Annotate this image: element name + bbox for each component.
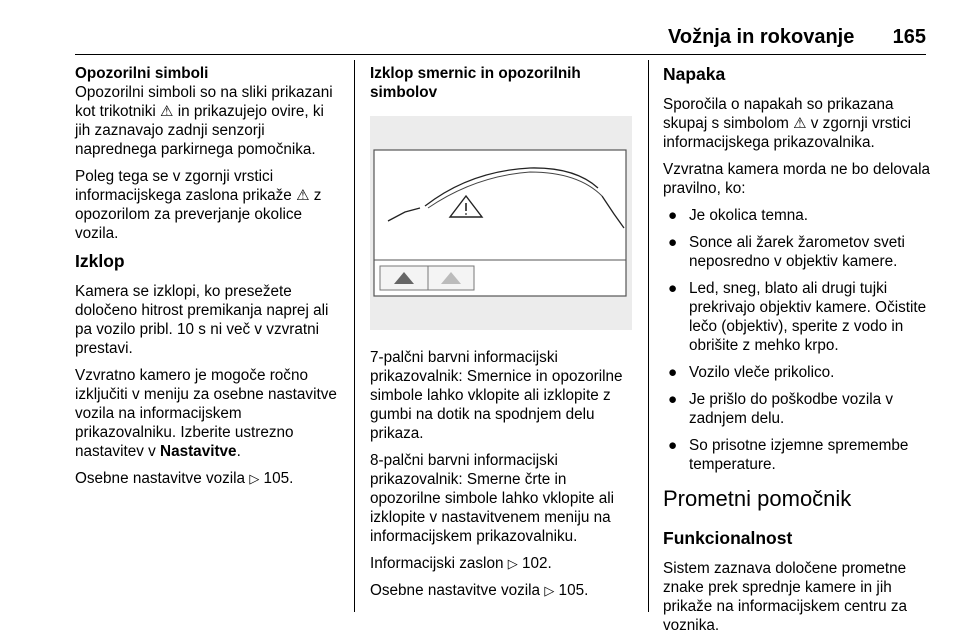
bullet: ● xyxy=(668,234,678,251)
list-item: ● Sonce ali žarek žarometov sveti neposredno v objektiv kamere. xyxy=(668,234,905,270)
reference-info-display: Informacijski zaslon ▷ 102. xyxy=(370,555,552,572)
paragraph-7-inch: 7-palčni barvni informacijski prikazovalnik: Smernice in opozorilne simbole lahko vklopite ali izklopite z gumbi na dotik na spodnjem delu prikaza. xyxy=(370,349,623,442)
bullet: ● xyxy=(668,280,678,297)
paragraph-camera-conditions: Vzvratna kamera morda ne bo delovala pravilno, ko: xyxy=(663,161,930,197)
paragraph-8-inch: 8-palčni barvni informacijski prikazovalnik: Smerne črte in opozorilne simbole lahko vklopite ali izklopite v nastavitvenem meniju na informacijskem prikazovalniku. xyxy=(370,452,615,545)
paragraph-fault-messages: Sporočila o napakah so prikazana skupaj s simbolom ⚠ v zgornji vrstici informacijskega prikazovalnika. xyxy=(663,96,912,151)
list-item: ● Je prišlo do poškodbe vozila v zadnjem delu. xyxy=(668,391,894,427)
list-item: ● Led, sneg, blato ali drugi tujki prekrivajo objektiv kamere. Očistite lečo (objektiv), sperite z vodo in obrišite z mehko krpo. xyxy=(668,280,927,354)
paragraph-switch-off: Kamera se izklopi, ko presežete določeno hitrost premikanja naprej ali pa vozilo pribl. 10 s ni več v vzvratni prestavi. xyxy=(75,283,329,357)
heading-functionality: Funkcionalnost xyxy=(663,528,793,548)
paragraph-manual-off: Vzvratno kamero je mogoče ročno izključiti v meniju za osebne nastavitve vozila na informacijskem prikazovalniku. Izberite ustrezno nastavitev v Nastavitve. xyxy=(75,367,337,460)
list-item: ● Je okolica temna. xyxy=(668,207,809,224)
heading-fault: Napaka xyxy=(663,64,726,84)
heading-guidelines-off: Izklop smernic in opozorilnih simbolov xyxy=(370,65,581,101)
paragraph-symbols: Opozorilni simboli so na sliki prikazani kot trikotniki ⚠ in prikazujejo ovire, ki jih zaznavajo zadnji senzorji naprednega parkirnega pomočnika. xyxy=(75,84,333,158)
list-item: ● Vozilo vleče prikolico. xyxy=(668,364,835,381)
list-item: ● So prisotne izjemne spremembe temperature. xyxy=(668,437,909,473)
page-reference-arrow-icon: ▷ xyxy=(507,556,518,571)
warning-triangle-icon: ⚠ xyxy=(160,103,174,120)
heading-warning-symbols: Opozorilni simboli xyxy=(75,65,209,82)
reference-personal-settings: Osebne nastavitve vozila ▷ 105. xyxy=(75,470,294,487)
column-1 xyxy=(75,64,343,496)
warning-triangle-icon: ⚠ xyxy=(793,115,807,132)
settings-term: Nastavitve xyxy=(160,443,237,460)
bullet: ● xyxy=(668,364,678,381)
page-header-title: Vožnja in rokovanje xyxy=(668,26,855,48)
bullet: ● xyxy=(668,207,678,224)
bullet: ● xyxy=(668,391,678,408)
header-rule xyxy=(75,54,926,55)
bullet: ● xyxy=(668,437,678,454)
heading-traffic-assistant: Prometni pomočnik xyxy=(663,486,852,511)
paragraph-functionality: Sistem zaznava določene prometne znake prek sprednje kamere in jih prikaže na informacijskem centru za voznika. xyxy=(663,560,907,634)
reference-personal-settings-2: Osebne nastavitve vozila ▷ 105. xyxy=(370,582,589,599)
column-divider-left xyxy=(354,60,355,612)
warning-triangle-icon: ⚠ xyxy=(296,187,310,204)
column-3 xyxy=(663,64,931,643)
paragraph-top-row: Poleg tega se v zgornji vrstici informacijskega zaslona prikaže ⚠ z opozorilom za preverjanje okolice vozila. xyxy=(75,168,322,242)
page-number: 165 xyxy=(892,26,926,48)
column-divider-right xyxy=(648,60,649,612)
column-2 xyxy=(370,64,634,608)
page-reference-arrow-icon: ▷ xyxy=(249,471,260,486)
heading-switch-off: Izklop xyxy=(75,251,125,271)
fault-conditions-list xyxy=(663,206,931,474)
page-reference-arrow-icon: ▷ xyxy=(544,583,555,598)
camera-display-illustration xyxy=(370,116,632,330)
camera-display-drawing xyxy=(370,116,632,330)
